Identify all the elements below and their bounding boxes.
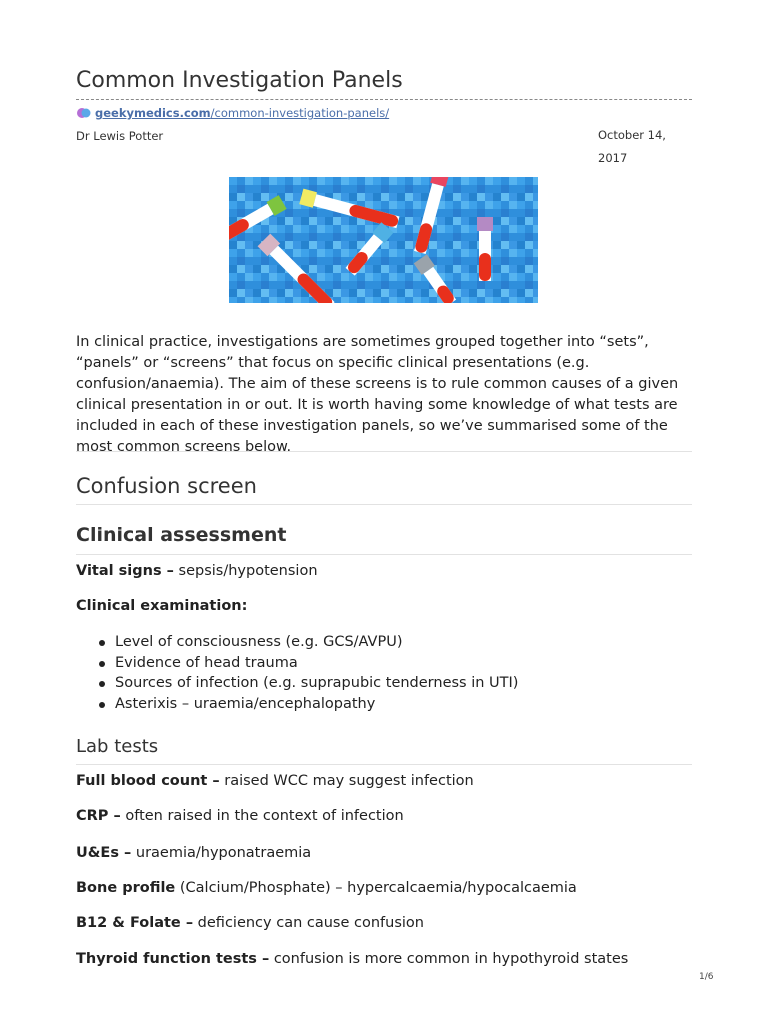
lab-test-item: B12 & Folate – deficiency can cause confusion [76,915,424,931]
blood-sample-tubes-illustration [229,177,538,303]
page-number: 1/6 [699,972,714,982]
source-domain[interactable]: geekymedics.com [95,106,211,120]
section-divider [76,451,692,452]
list-item: Sources of infection (e.g. suprapubic tenderness in UTI) [76,673,518,694]
vital-signs-line [76,563,318,579]
bullet-icon [99,640,105,646]
page-title: Common Investigation Panels [76,68,403,93]
vital-signs-text: sepsis/hypotension [173,563,318,579]
list-item: Asterixis – uraemia/encephalopathy [76,694,518,715]
subheading-lab-tests: Lab tests [76,736,159,757]
lab-test-item: U&Es – uraemia/hyponatraemia [76,845,312,861]
geekymedics-logo-icon [76,107,91,119]
clinical-examination-label: Clinical examination: [76,598,248,614]
source-link[interactable] [76,106,389,120]
source-path[interactable]: /common-investigation-panels/ [210,106,390,120]
intro-paragraph: In clinical practice, investigations are sometimes grouped together into “sets”, “panels” or “screens” that focus on specific clinical presentations (e.g. confusion/anaemia). The aim of these screens is to rule common causes of a given clinical presentation in or out. It is worth having some knowledge of what tests are included in each of these investigation panels, so we’ve summarised some of the most common screens below. [76,334,679,455]
list-item: Level of consciousness (e.g. GCS/AVPU) [76,632,518,653]
section-heading-confusion-screen: Confusion screen [76,474,257,498]
bullet-icon [99,661,105,667]
list-item: Evidence of head trauma [76,653,518,674]
lab-test-item: Bone profile (Calcium/Phosphate) – hypercalcaemia/hypocalcaemia [76,880,577,896]
subheading-divider [76,554,692,555]
title-divider [76,99,692,100]
vital-signs-label: Vital signs – [76,563,174,579]
publish-date: October 14, 2017 [598,128,666,165]
lab-test-item: Thyroid function tests – confusion is more common in hypothyroid states [76,951,629,967]
lab-test-item: CRP – often raised in the context of infection [76,808,404,824]
section-divider [76,504,692,505]
lab-test-item: Full blood count – raised WCC may suggest infection [76,773,474,789]
subheading-divider [76,764,692,765]
bullet-icon [99,702,105,708]
bullet-icon [99,681,105,687]
subheading-clinical-assessment: Clinical assessment [76,524,287,546]
hero-image [229,177,538,303]
clinical-examination-list [76,632,518,714]
author-name: Dr Lewis Potter [76,129,164,143]
